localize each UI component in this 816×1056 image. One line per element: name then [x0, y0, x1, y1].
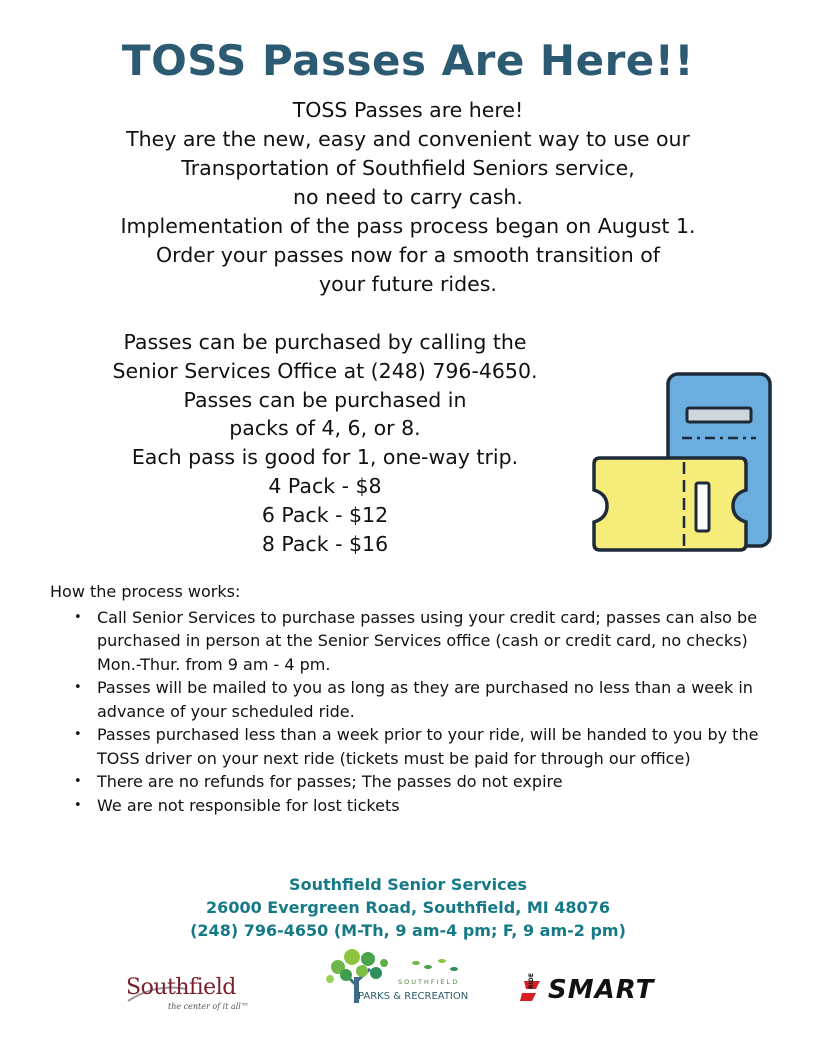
intro-line: Transportation of Southfield Seniors service,	[181, 156, 635, 180]
ticket-pass-icon	[590, 370, 780, 555]
contact-phone-hours: (248) 796-4650 (M-Th, 9 am-4 pm; F, 9 am-2 pm)	[190, 921, 626, 940]
purchase-line: Each pass is good for 1, one-way trip.	[131, 445, 519, 470]
price-6-pack: 6 Pack - $12	[261, 502, 389, 527]
list-item: • Call Senior Services to purchase passes using your credit card; passes can also be purchased in person at the Senior Services office (cash or credit card, no checks) Mon.-Thur. from 9 am - 4 pm.	[50, 606, 780, 677]
southfield-tagline: the center of it all™	[168, 1002, 249, 1011]
list-item: • We are not responsible for lost tickets	[50, 794, 780, 818]
intro-line: your future rides.	[319, 272, 497, 296]
list-item: • Passes will be mailed to you as long as they are purchased no less than a week in advance of your scheduled ride.	[50, 676, 780, 723]
purchase-line: Senior Services Office at (248) 796-4650.	[112, 358, 538, 383]
process-steps-list	[50, 606, 780, 818]
contact-address: 26000 Evergreen Road, Southfield, MI 48076	[206, 898, 610, 917]
price-8-pack: 8 Pack - $16	[261, 531, 389, 556]
list-item: • Passes purchased less than a week prior to your ride, will be handed to you by the TOSS driver on your next ride (tickets must be paid for through our office)	[50, 723, 780, 770]
intro-line: no need to carry cash.	[293, 185, 523, 209]
smart-logo	[518, 975, 678, 1009]
purchase-line: packs of 4, 6, or 8.	[229, 416, 421, 441]
southfield-wordmark: Southfield	[126, 975, 236, 1000]
intro-text	[40, 96, 776, 299]
process-heading: How the process works:	[50, 582, 241, 601]
smart-wordmark: SMART	[548, 975, 655, 1005]
parks-recreation-logo	[318, 945, 478, 1015]
footer-logos	[0, 945, 816, 1025]
process-section	[50, 580, 780, 817]
southfield-logo	[126, 975, 256, 1015]
smart-ride-label: RIDE	[528, 973, 535, 989]
parks-name-label: PARKS & RECREATION	[358, 991, 469, 1002]
intro-line: Order your passes now for a smooth transition of	[156, 243, 660, 267]
parks-city-label: SOUTHFIELD	[398, 978, 460, 986]
purchase-line: Passes can be purchased in	[183, 387, 467, 412]
intro-line: TOSS Passes are here!	[292, 98, 524, 122]
intro-line: Implementation of the pass process began on August 1.	[120, 214, 696, 238]
contact-block	[0, 873, 816, 942]
page-title: TOSS Passes Are Here!!	[121, 36, 695, 85]
leaves-icon	[318, 945, 478, 975]
intro-line: They are the new, easy and convenient way to use our	[126, 127, 690, 151]
purchase-line: Passes can be purchased by calling the	[123, 330, 527, 354]
price-4-pack: 4 Pack - $8	[268, 473, 382, 498]
list-item: • There are no refunds for passes; The passes do not expire	[50, 770, 780, 794]
contact-org: Southfield Senior Services	[289, 875, 527, 894]
purchase-info	[55, 328, 595, 558]
